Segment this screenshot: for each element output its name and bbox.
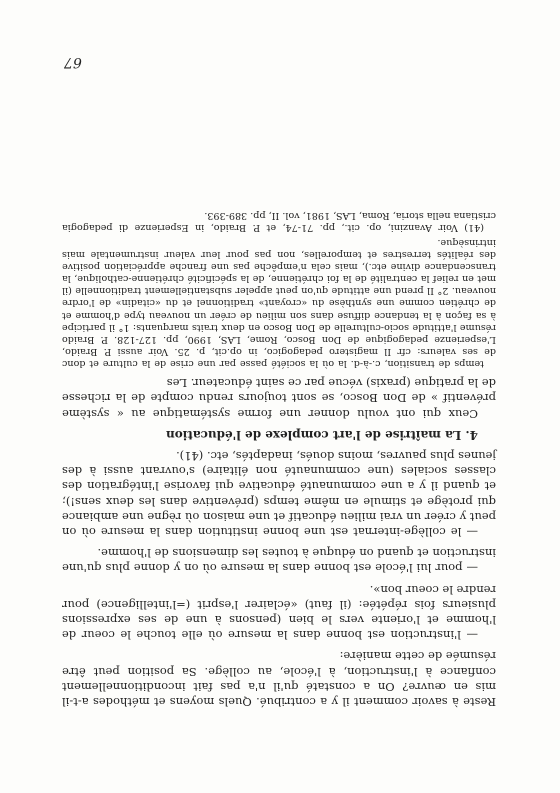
section-heading: 4. La maîtrise de l'art complexe de l'éducation — [165, 427, 478, 442]
footnote-41: (41) Voir Avanzini, op. cit., pp. 71-74, et P. Braido, in Esperienze di pedagogia cristiana nella storia, Roma, LAS, 1981, vol. II, pp. 389-393. — [62, 209, 496, 233]
paragraph-school: — pour lui l'école est bonne dans la mesure où on y donne plus qu'une instruction et quand on éduque à toutes les dimensions de l'homme. — [62, 546, 496, 576]
page-number: 67 — [64, 54, 82, 70]
paragraph-instruction: — l'instruction est bonne dans la mesure où elle touche le coeur de l'homme et l'oriente vers le bien (pensons à une de ses expressions plusieurs fois répétée: (il faut) «éclairer l'esprit (=l'intelligence) pour rendre le coeur bon». — [62, 582, 496, 643]
paragraph-intro: Reste à savoir comment il y a contribué. Quels moyens et méthodes a-t-il mis en œuvre? On a constaté qu'il n'a pas fait inconditionnellement confiance à l'instruction, à l'école, au collège. Sa position peut être résumée de cette manière: — [62, 649, 496, 709]
footnotes — [62, 209, 496, 369]
footnote-continued: temps de transition, c.-à-d. la où la société passe par une crise de la culture et donc de ses valeurs: cfr Il magistero pedagogico, in op.cit, p. 25. Voir aussi P. Braido, L'esperienze pedagogique de Don Bosco, Rome, LAS, 1990, pp. 127-128. P. Braido résume l'attitude socio-culturelle de Don Bosco en deux traits marquants: 1° il participe à sa façon à la tendance diffuse dans son milieu de créer un nouveau type d'homme et de chrétien comme une synthèse du «croyant» traditionnel et du «citadin» de l'ordre nouveau. 2° Il prend une attitude qu'on peut appeler substantiellement traditionnelle (il met en relief la centralité de la foi chrétienne, de la spécificité chrétienne-catholique, la transcendance divine etc.), mais cela n'empêche pas une franche appréciation positive des réalités terrestres et temporelles, non pas pour leur valeur instrumentale mais intrinsèque. — [62, 237, 496, 369]
body-text — [62, 206, 496, 709]
paragraph-systeme: Ceux qui ont voulu donner une forme systématique au « système préventif » de Don Bosco, se sont toujours rendu compte de la richesse de la pratique (praxis) vécue par ce saint éducateur. Les — [62, 376, 496, 421]
paragraph-college: — le collège-internat est une bonne institution dans la mesure où on peut y créer un vrai milieu éducatif et une maison où règne une ambiance qui protège et stimule en même temps (préventive dans les deux sens!); et quand il y a une communauté éducative qui favorise l'intégration des classes sociales (une communauté non élitaire) s'ouvrant aussi à des jeunes plus pauvres, moins doués, inadaptés, etc. (41). — [62, 448, 496, 539]
